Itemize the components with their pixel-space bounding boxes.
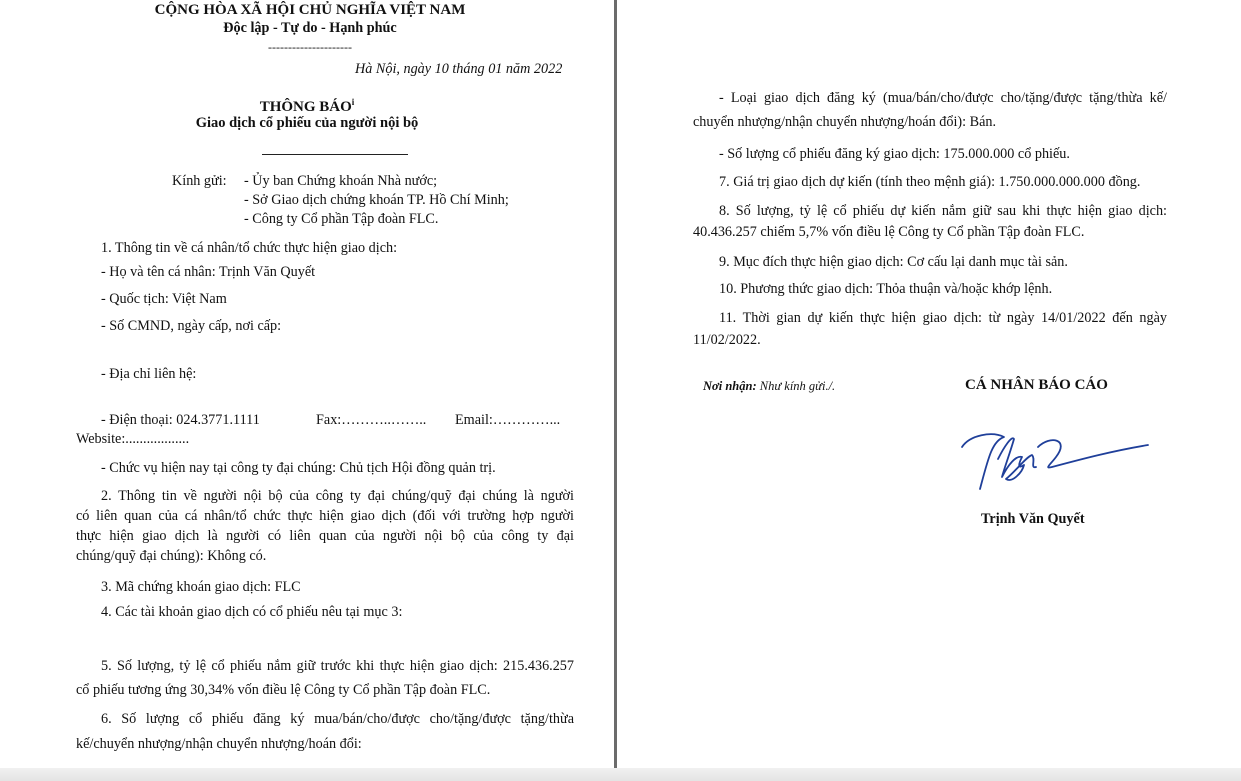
item-5-line-2: cổ phiếu tương ứng 30,34% vốn điều lệ Công ty Cổ phần Tập đoàn FLC. [76,682,491,698]
header-motto: Độc lập - Tự do - Hạnh phúc [223,20,397,36]
date-line: Hà Nội, ngày 10 tháng 01 năm 2022 [355,61,563,77]
document-page-right [617,0,1241,781]
item-2-line-4: chúng/quỹ đại chúng): Không có. [76,548,267,564]
bottom-shadow-strip [0,768,1241,781]
signer-name: Trịnh Văn Quyết [981,511,1085,527]
title-text: THÔNG BÁO [259,99,352,115]
item-2-line-1: 2. Thông tin về người nội bộ của công ty đại chúng/quỹ đại chúng là người [101,488,574,504]
recipient-1: - Ủy ban Chứng khoán Nhà nước; [244,173,438,189]
document-subtitle: Giao dịch cổ phiếu của người nội bộ [195,115,419,131]
type-line-1: - Loại giao dịch đăng ký (mua/bán/cho/được cho/tặng/được tặng/thừa kế/ [719,90,1167,106]
field-nationality: - Quốc tịch: Việt Nam [101,291,227,307]
item-2-line-2: có liên quan của cá nhân/tổ chức thực hiện giao dịch (đối với trường hợp người [76,508,574,524]
field-fax: Fax:………..…….. [316,412,427,428]
field-email: Email:…………... [455,412,561,428]
header-country: CỘNG HÒA XÃ HỘI CHỦ NGHĨA VIỆT NAM [154,2,466,18]
item-2-line-3: thực hiện giao dịch là người có liên quan của người nội bộ của công ty đại [76,528,574,544]
item-6-line-2: kế/chuyển nhượng/nhận chuyển nhượng/hoán đổi: [76,736,362,752]
item-5-line-1: 5. Số lượng, tỷ lệ cổ phiếu nắm giữ trước khi thực hiện giao dịch: 215.436.257 [101,658,574,674]
field-name: - Họ và tên cá nhân: Trịnh Văn Quyết [101,264,316,280]
field-address: - Địa chỉ liên hệ: [101,366,197,382]
item-11-line-2: 11/02/2022. [693,332,761,348]
field-position: - Chức vụ hiện nay tại công ty đại chúng: Chủ tịch Hội đồng quản trị. [101,460,496,476]
item-11-line-1: 11. Thời gian dự kiến thực hiện giao dịch: từ ngày 14/01/2022 đến ngày [719,310,1167,326]
item-8-line-2: 40.436.257 chiếm 5,7% vốn điều lệ Công ty Cổ phần Tập đoàn FLC. [693,224,1085,240]
item-6-line-1: 6. Số lượng cổ phiếu đăng ký mua/bán/cho/được cho/tặng/được tặng/thừa [101,711,574,727]
recipient-2: - Sở Giao dịch chứng khoán TP. Hồ Chí Minh; [244,192,509,208]
registered-quantity: - Số lượng cổ phiếu đăng ký giao dịch: 175.000.000 cổ phiếu. [719,146,1070,162]
item-8-line-1: 8. Số lượng, tỷ lệ cổ phiếu dự kiến nắm giữ sau khi thực hiện giao dịch: [719,203,1167,219]
recipient-note [703,377,835,395]
title-footnote: i [351,97,355,107]
signature-image [952,425,1152,495]
item-1: 1. Thông tin về cá nhân/tổ chức thực hiện giao dịch: [101,240,398,256]
item-3: 3. Mã chứng khoán giao dịch: FLC [101,579,301,595]
reporter-title: CÁ NHÂN BÁO CÁO [965,377,1108,393]
kinh-gui-label: Kính gửi: [172,173,227,189]
document-page-left [0,0,614,781]
item-7: 7. Giá trị giao dịch dự kiến (tính theo mệnh giá): 1.750.000.000.000 đồng. [719,174,1141,190]
field-phone: - Điện thoại: 024.3771.1111 [101,412,260,428]
header-dashes: --------------------- [268,40,352,54]
title-underline [262,154,408,155]
recipient-3: - Công ty Cổ phần Tập đoàn FLC. [244,211,439,227]
item-10: 10. Phương thức giao dịch: Thỏa thuận và/hoặc khớp lệnh. [719,281,1053,297]
recipient-note-value: Như kính gửi./. [759,379,836,393]
document-title [0,93,614,116]
field-id-card: - Số CMND, ngày cấp, nơi cấp: [101,318,282,334]
recipient-note-label: Nơi nhận: [703,379,757,393]
item-4: 4. Các tài khoản giao dịch có cổ phiếu nêu tại mục 3: [101,604,403,620]
field-website: Website:.................. [76,431,190,447]
item-9: 9. Mục đích thực hiện giao dịch: Cơ cấu lại danh mục tài sản. [719,254,1068,270]
type-line-2: chuyển nhượng/nhận chuyển nhượng/hoán đổi): Bán. [693,114,997,130]
